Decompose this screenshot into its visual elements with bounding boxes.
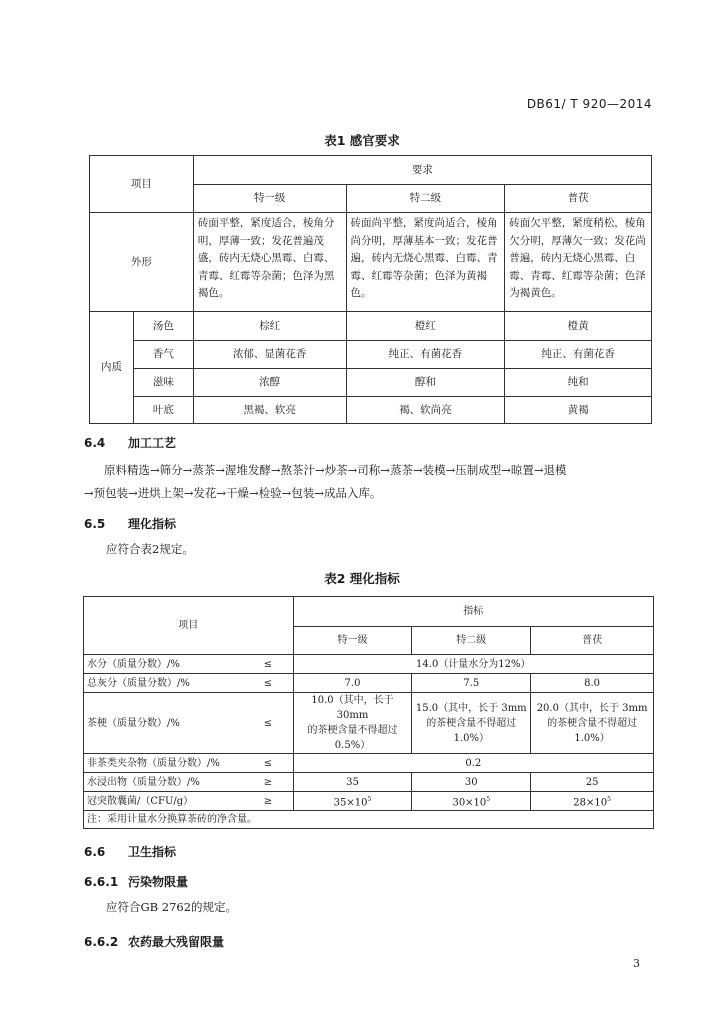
section-title: 农药最大残留限量 — [128, 935, 225, 949]
value-line: 20.0（其中，长于 3mm — [536, 702, 648, 714]
row-operator: ≤ — [243, 693, 293, 754]
table1-req-header: 要求 — [193, 156, 651, 185]
value-line: 0.5%） — [334, 740, 371, 751]
inner-cell: 橙黄 — [505, 312, 652, 341]
inner-cell: 醇和 — [346, 369, 505, 397]
merged-value: 0.2 — [293, 754, 653, 773]
value-line: 的茶梗含量不得超过 — [307, 725, 398, 736]
value-line: 的茶梗含量不得超过 — [547, 717, 638, 729]
value-base: 30×10 — [452, 797, 487, 809]
value-cell: 7.5 — [412, 674, 531, 693]
section-6-6-1-text: 应符合GB 2762的规定。 — [106, 900, 238, 914]
inner-row-label: 滋味 — [133, 369, 193, 397]
section-number: 6.6.1 — [84, 875, 119, 889]
row-name: 水浸出物（质量分数）/% — [84, 773, 244, 792]
row-operator: ≤ — [243, 754, 293, 773]
section-6-6-heading — [84, 843, 176, 860]
value-cell — [531, 792, 654, 811]
table2-item-header: 项目 — [84, 597, 294, 655]
table1-grade: 特一级 — [193, 185, 346, 213]
section-6-5-text: 应符合表2规定。 — [106, 542, 194, 556]
row-operator: ≤ — [243, 655, 293, 674]
inner-cell: 棕红 — [193, 312, 346, 341]
appearance-cell: 砖面平整，紧度适合，棱角分明，厚薄一致；发花普遍茂盛，砖内无烧心黑霉、白霉、青霉、红霉等杂菌；色泽为黑褐色。 — [193, 213, 346, 312]
sensory-requirements-table — [89, 155, 652, 424]
value-cell — [412, 693, 531, 754]
value-cell — [293, 693, 412, 754]
row-name: 水分（质量分数）/% — [84, 655, 244, 674]
row-name: 非茶类夹杂物（质量分数）/% — [84, 754, 244, 773]
table2-grade: 特一级 — [293, 627, 412, 655]
section-number: 6.6.2 — [84, 935, 119, 949]
value-exponent: 5 — [486, 796, 491, 803]
row-name: 总灰分（质量分数）/% — [84, 674, 244, 693]
section-6-6-2-heading — [84, 933, 224, 950]
table2-grade: 普茯 — [531, 627, 654, 655]
value-base: 35×10 — [333, 797, 368, 809]
inner-cell: 黄褐 — [505, 397, 652, 424]
section-title: 污染物限量 — [128, 875, 189, 889]
value-cell — [412, 792, 531, 811]
document-id: DB61/ T 920—2014 — [526, 97, 652, 111]
value-exponent: 5 — [367, 796, 372, 803]
inner-cell: 橙红 — [346, 312, 505, 341]
table1-grade: 普茯 — [505, 185, 652, 213]
appearance-label: 外形 — [90, 213, 194, 312]
inner-quality-label: 内质 — [90, 312, 134, 424]
section-number: 6.5 — [84, 517, 106, 531]
value-base: 28×10 — [573, 797, 608, 809]
table1-item-header: 项目 — [90, 156, 194, 213]
section-number: 6.4 — [84, 436, 106, 450]
value-cell: 7.0 — [293, 674, 412, 693]
value-line: 10.0（其中，长于 30mm — [311, 695, 394, 721]
section-title: 加工工艺 — [128, 436, 177, 450]
inner-cell: 纯正、有菌花香 — [346, 341, 505, 369]
value-line: 的茶梗含量不得超过 — [426, 717, 517, 729]
value-cell — [293, 792, 412, 811]
section-title: 卫生指标 — [128, 845, 177, 859]
page-number: 3 — [633, 957, 640, 970]
section-6-5-heading — [84, 515, 176, 532]
inner-row-label: 汤色 — [133, 312, 193, 341]
row-operator: ≥ — [243, 773, 293, 792]
table1-caption: 表1 感官要求 — [324, 133, 400, 148]
table2-grade: 特二级 — [412, 627, 531, 655]
value-line: 1.0%） — [453, 732, 489, 744]
table2-caption: 表2 理化指标 — [324, 571, 400, 586]
inner-row-label: 叶底 — [133, 397, 193, 424]
inner-cell: 黑褐、软亮 — [193, 397, 346, 424]
inner-row-label: 香气 — [133, 341, 193, 369]
inner-cell: 褐、软尚亮 — [346, 397, 505, 424]
inner-cell: 纯正、有菌花香 — [505, 341, 652, 369]
row-name: 冠突散囊菌/（CFU/g） — [84, 792, 244, 811]
process-line-2: →预包装→进烘上架→发花→干燥→检验→包装→成品入库。 — [84, 486, 382, 500]
row-operator: ≥ — [243, 792, 293, 811]
table1-grade: 特二级 — [346, 185, 505, 213]
section-title: 理化指标 — [128, 517, 177, 531]
merged-value: 14.0（计量水分为12%） — [293, 655, 653, 674]
value-cell — [531, 693, 654, 754]
appearance-cell: 砖面尚平整，紧度尚适合，棱角尚分明，厚薄基本一致；发花普遍，砖内无烧心黑霉、白霉、青霉、红霉等杂菌；色泽为黄褐色。 — [346, 213, 505, 312]
inner-cell: 浓醇 — [193, 369, 346, 397]
appearance-cell: 砖面欠平整，紧度稍松，棱角欠分明，厚薄欠一致；发花尚普遍，砖内无烧心黑霉、白霉、青霉、红霉等杂菌；色泽为褐黄色。 — [505, 213, 652, 312]
inner-cell: 纯和 — [505, 369, 652, 397]
row-name: 茶梗（质量分数）/% — [84, 693, 244, 754]
table2-index-header: 指标 — [293, 597, 653, 627]
value-cell: 35 — [293, 773, 412, 792]
section-number: 6.6 — [84, 845, 106, 859]
value-cell: 8.0 — [531, 674, 654, 693]
row-operator: ≤ — [243, 674, 293, 693]
inner-cell: 浓郁、显菌花香 — [193, 341, 346, 369]
value-line: 15.0（其中，长于 3mm — [415, 702, 527, 714]
value-exponent: 5 — [607, 796, 611, 803]
value-line: 1.0%） — [574, 732, 610, 744]
process-line-1: 原料精选→筛分→蒸茶→渥堆发酵→熬茶汁→炒茶→司称→蒸茶→装模→压制成型→晾置→退模 — [104, 463, 567, 477]
value-cell: 25 — [531, 773, 654, 792]
section-6-6-1-heading — [84, 873, 188, 890]
value-cell: 30 — [412, 773, 531, 792]
physicochemical-table — [83, 596, 654, 829]
table-note: 注：采用计量水分换算茶砖的净含量。 — [84, 811, 654, 829]
section-6-4-heading — [84, 434, 176, 451]
